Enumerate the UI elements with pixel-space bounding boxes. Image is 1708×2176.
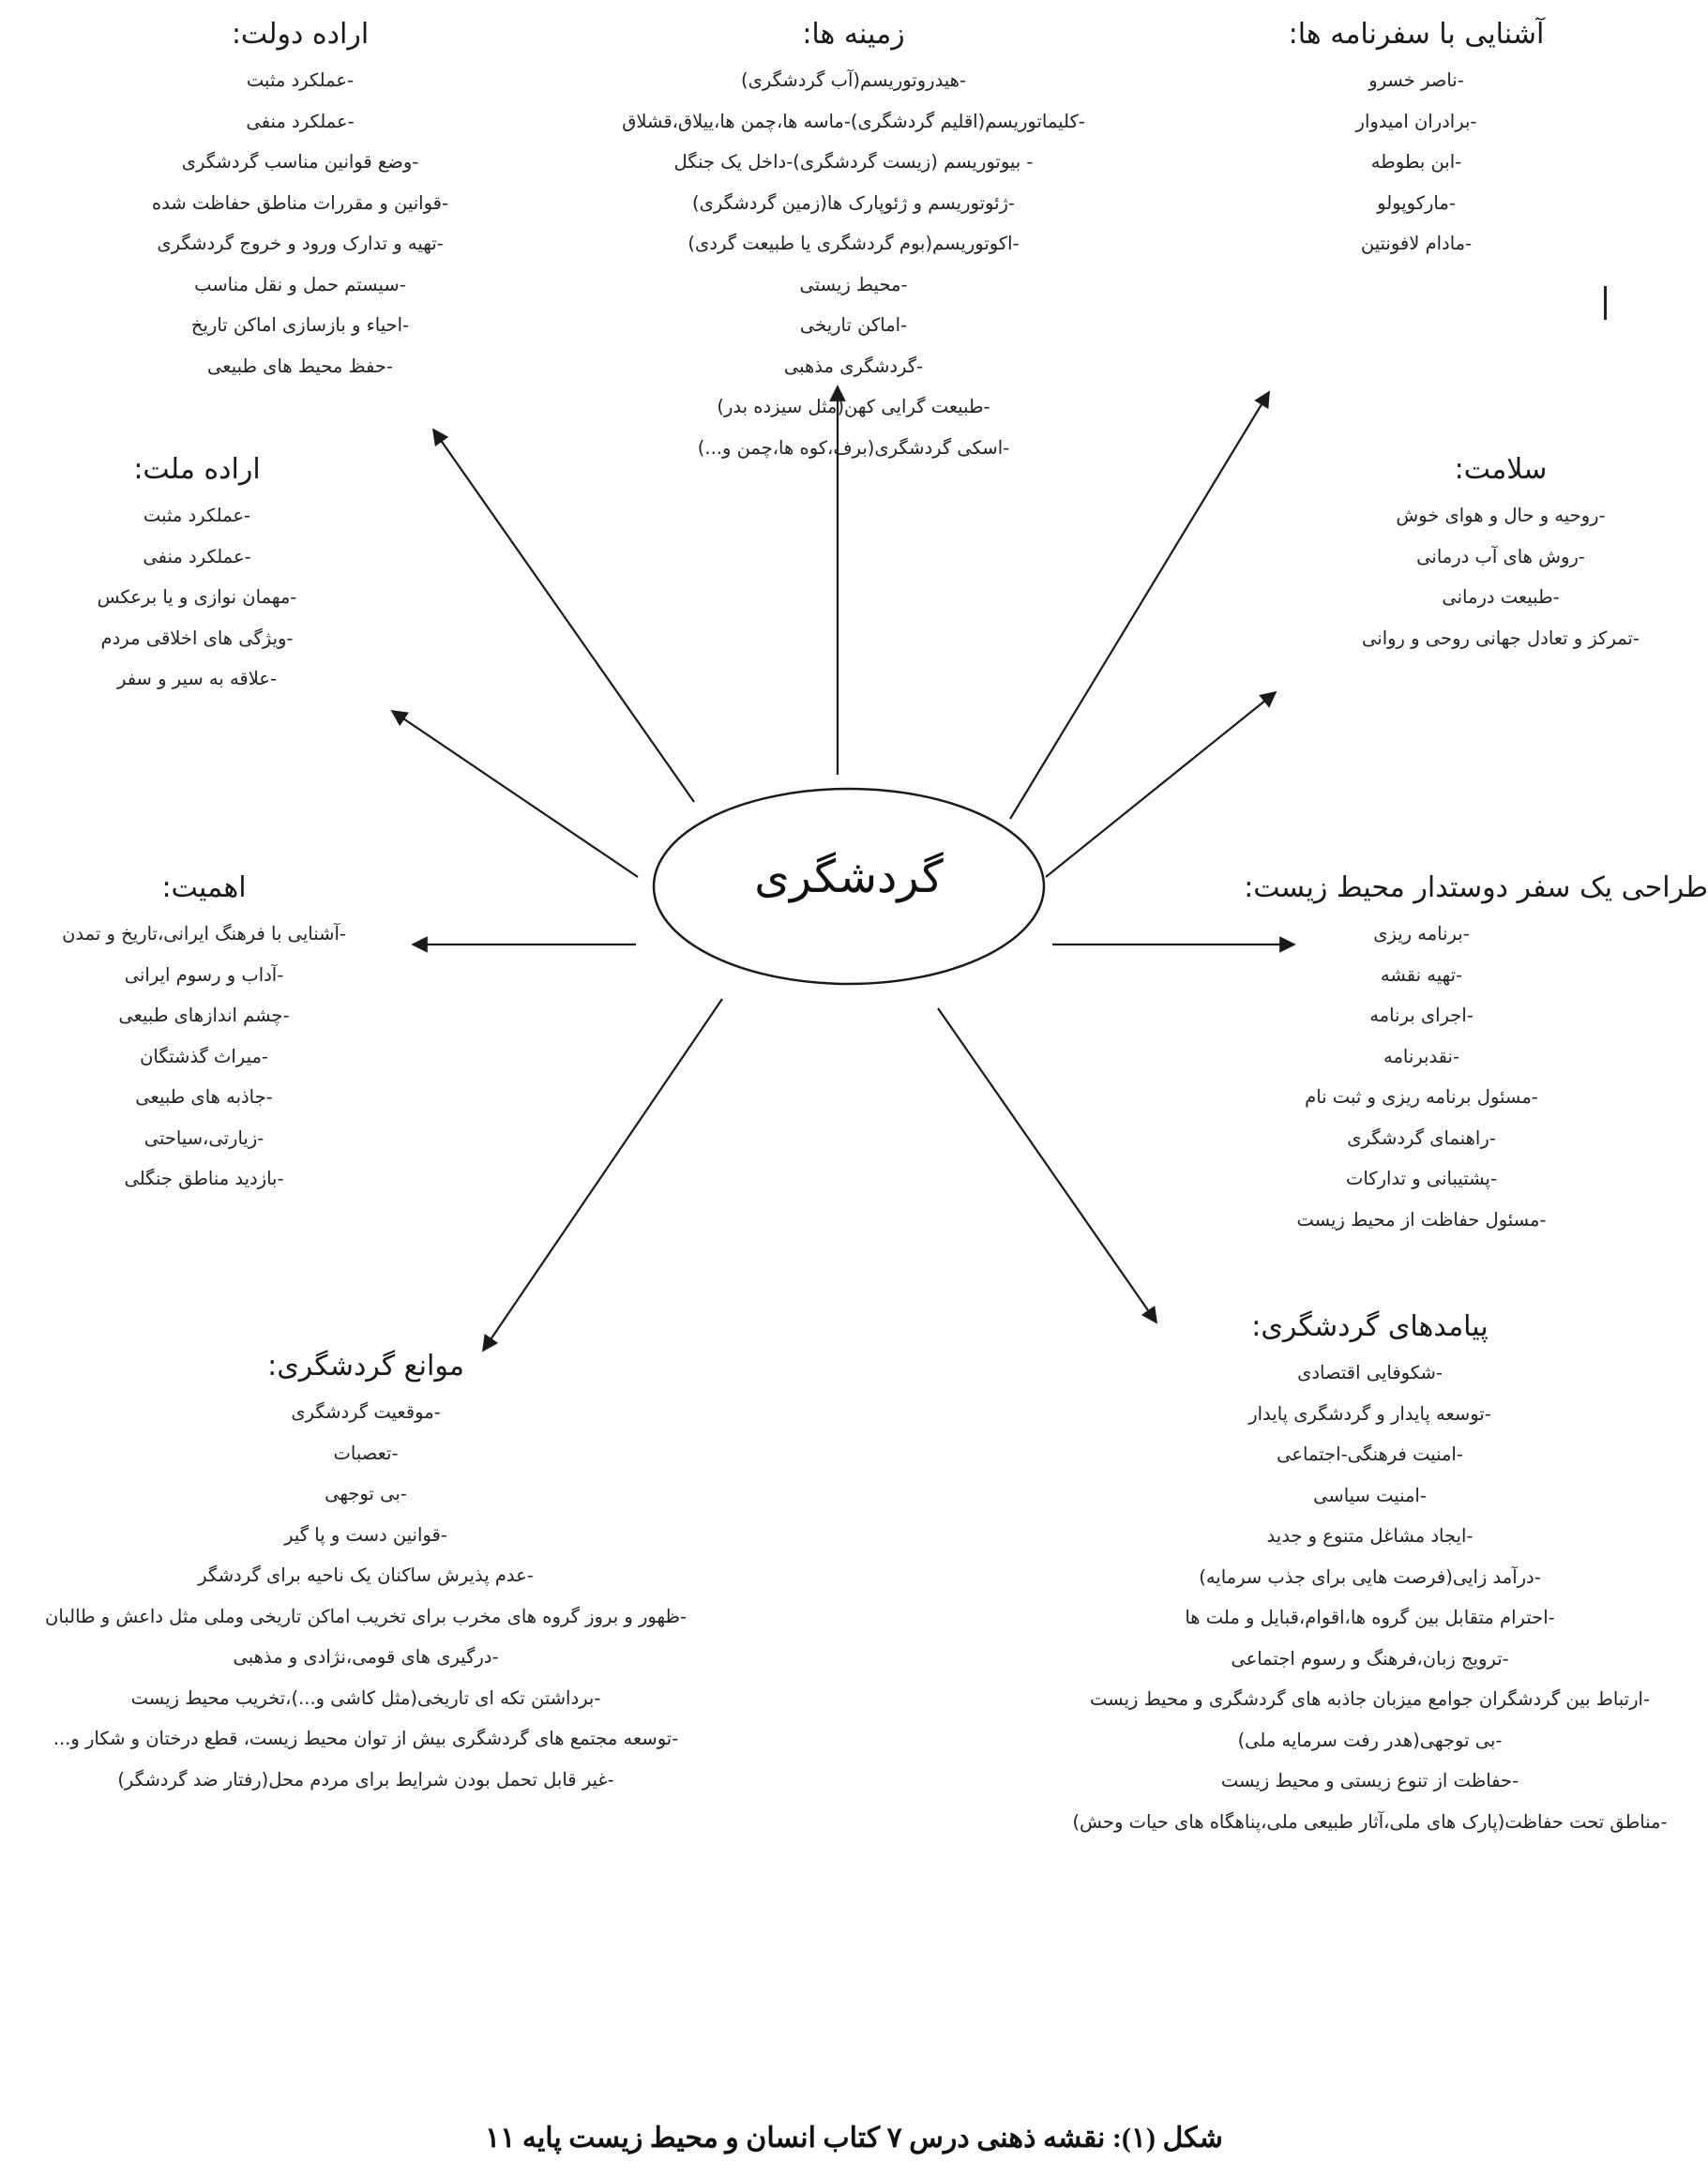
branch-item: -اسکی گردشگری(برف،کوه ها،چمن و...): [697, 436, 1010, 459]
branch-item: -مادام لافونتین: [1360, 233, 1473, 254]
arrow-to-payamadha: [938, 1008, 1156, 1322]
branch-title: موانع گردشگری:: [267, 1350, 464, 1383]
branch-safarname: [1247, 13, 1585, 264]
branch-erade-mellat: [47, 448, 347, 700]
center-node-label: گردشگری: [754, 851, 944, 903]
branch-item: -عملکرد منفی: [246, 110, 355, 132]
branch-item: -درگیری های قومی،نژادی و مذهبی: [233, 1646, 499, 1668]
branch-item: -روش های آب درمانی: [1416, 545, 1585, 567]
branch-item: -ناصر خسرو: [1368, 69, 1464, 91]
branch-item: -هیدروتوریسم(آب گردشگری): [740, 69, 967, 91]
branch-item: -طبیعت گرایی کهن(مثل سیزده بدر): [717, 396, 990, 417]
branch-tarrahi: [1135, 867, 1708, 1240]
branch-item: -مارکوپولو: [1377, 191, 1456, 214]
branch-item: -ظهور و بروز گروه های مخرب برای تخریب اماکن تاریخی وملی مثل داعش و طالبان: [45, 1605, 687, 1627]
branch-item: -بی توجهی: [325, 1483, 407, 1504]
branch-item: -عدم پذیرش ساکنان یک ناحیه برای گردشگر: [198, 1564, 534, 1586]
branch-item: -بازدید مناطق جنگلی: [124, 1168, 284, 1189]
branch-item: -جاذبه های طبیعی: [135, 1086, 273, 1108]
branch-item: -ابن بطوطه: [1370, 151, 1462, 173]
arrow-to-mavane: [483, 999, 722, 1351]
branch-item: -راهنمای گردشگری: [1347, 1126, 1496, 1149]
branch-title: اراده دولت:: [231, 18, 370, 51]
stray-vertical-mark: [1604, 286, 1607, 320]
branch-title: اراده ملت:: [133, 453, 261, 486]
branch-item: -تمرکز و تعادل جهانی روحی و روانی: [1362, 627, 1640, 649]
branch-item: -مهمان نوازی و یا برعکس: [97, 586, 297, 608]
figure-caption: شکل (۱): نقشه ذهنی درس ۷ کتاب انسان و محیط زیست پایه ۱۱: [485, 2123, 1223, 2153]
branch-item: -آداب و رسوم ایرانی: [124, 963, 284, 986]
branch-item: -میراث گذشتگان: [140, 1045, 268, 1067]
branch-item: -تعصبات: [333, 1442, 399, 1464]
branch-item: -علاقه به سیر و سفر: [116, 668, 278, 689]
branch-item: -بی توجهی(هدر رفت سرمایه ملی): [1237, 1729, 1503, 1751]
branch-item: -شکوفایی اقتصادی: [1297, 1362, 1443, 1383]
branch-title: طراحی یک سفر دوستدار محیط زیست:: [1244, 871, 1708, 904]
branch-item: -برنامه ریزی: [1373, 923, 1470, 944]
branch-item: -تهیه نقشه: [1380, 963, 1463, 986]
branch-item: -مسئول برنامه ریزی و ثبت نام: [1305, 1086, 1538, 1108]
branch-item: -آشنایی با فرهنگ ایرانی،تاریخ و تمدن: [62, 923, 346, 944]
branch-item: -زیارتی،سیاحتی: [144, 1126, 265, 1149]
branch-item: -ارتباط بین گردشگران جوامع میزبان جاذبه های گردشگری و محیط زیست: [1090, 1688, 1650, 1710]
branch-item: -ایجاد مشاغل متنوع و جدید: [1266, 1525, 1474, 1547]
branch-item: -غیر قابل تحمل بودن شرایط برای مردم محل(رفتار ضد گردشگر): [117, 1768, 614, 1791]
branch-mavane: [9, 1345, 722, 1800]
branch-title: اهمیت:: [161, 871, 247, 904]
branch-item: -برداشتن تکه ای تاریخی(مثل کاشی و...)،تخریب محیط زیست: [130, 1686, 601, 1709]
branch-item: -ژئوتوریسم و ژئوپارک ها(زمین گردشگری): [692, 191, 1015, 214]
branch-title: سلامت:: [1454, 453, 1548, 486]
branch-item: -احیاء و بازسازی اماکن تاریخ: [190, 314, 410, 336]
branch-item: -مسئول حفاظت از محیط زیست: [1296, 1208, 1547, 1231]
branch-item: -حفظ محیط های طبیعی: [207, 355, 393, 377]
branch-item: -گردشگری مذهبی: [783, 355, 924, 377]
branch-item: -عملکرد مثبت: [246, 69, 355, 91]
branch-item: -احترام متقابل بین گروه ها،اقوام،قبایل و ملت ها: [1185, 1607, 1555, 1628]
branch-item: -عملکرد مثبت: [143, 505, 251, 526]
branch-title: پیامدهای گردشگری:: [1251, 1310, 1489, 1343]
branch-item: -روحیه و حال و هوای خوش: [1396, 505, 1606, 526]
branch-item: -توسعه پایدار و گردشگری پایدار: [1248, 1402, 1491, 1425]
branch-item: -قوانین و مقررات مناطق حفاظت شده: [151, 191, 449, 214]
branch-item: -ویژگی های اخلاقی مردم: [100, 627, 294, 649]
arrow-to-erade-mellat: [392, 711, 638, 877]
branch-item: -محیط زیستی: [799, 273, 908, 295]
branch-item: -حفاظت از تنوع زیستی و محیط زیست: [1220, 1770, 1519, 1791]
branch-ahamiat: [0, 867, 408, 1200]
branch-item: -نقدبرنامه: [1383, 1045, 1460, 1067]
branch-title: زمینه ها:: [802, 18, 905, 51]
branch-title: آشنایی با سفرنامه ها:: [1288, 18, 1545, 51]
arrow-to-salamat: [1046, 692, 1276, 877]
branch-item: -طبیعت درمانی: [1442, 586, 1560, 608]
branch-zamineha: [600, 13, 1107, 468]
branch-item: -توسعه مجتمع های گردشگری بیش از توان محیط زیست، قطع درختان و شکار و...: [53, 1728, 679, 1749]
branch-item: -امنیت سیاسی: [1313, 1484, 1427, 1506]
branch-item: -مناطق تحت حفاظت(پارک های ملی،آثار طبیعی ملی،پناهگاه های حیات وحش): [1072, 1810, 1668, 1833]
branch-item: -تهیه و تدارک ورود و خروج گردشگری: [157, 233, 444, 254]
branch-salamat: [1294, 448, 1707, 658]
branch-item: -پشتیبانی و تدارکات: [1345, 1168, 1498, 1189]
branch-item: -وضع قوانین مناسب گردشگری: [181, 151, 419, 173]
branch-item: -ترویج زبان،فرهنگ و رسوم اجتماعی: [1231, 1647, 1509, 1670]
branch-item: -کلیماتوریسم(اقلیم گردشگری)-ماسه ها،چمن ها،ییلاق،قشلاق: [622, 110, 1085, 132]
branch-item: -سیستم حمل و نقل مناسب: [194, 273, 406, 295]
branch-item: -اکوتوریسم(بوم گردشگری یا طبیعت گردی): [688, 233, 1020, 254]
branch-item: -برادران امیدوار: [1355, 110, 1477, 132]
branch-item: -اماکن تاریخی: [799, 314, 908, 336]
branch-item: -عملکرد منفی: [143, 545, 251, 567]
branch-item: -امنیت فرهنگی-اجتماعی: [1277, 1443, 1463, 1465]
branch-payamadha: [1032, 1306, 1708, 1842]
branch-item: -موقعیت گردشگری: [291, 1401, 441, 1423]
branch-item: -اجرای برنامه: [1369, 1005, 1474, 1026]
branch-item: -چشم اندازهای طبیعی: [118, 1005, 290, 1026]
branch-erade-dolat: [94, 13, 506, 386]
arrow-to-erade-dolat: [433, 430, 694, 802]
branch-item: -درآمد زایی(فرصت هایی برای جذب سرمایه): [1199, 1565, 1541, 1588]
branch-item: - بیوتوریسم (زیست گردشگری)-داخل یک جنگل: [673, 151, 1034, 173]
branch-item: -قوانین دست و پا گیر: [284, 1523, 447, 1546]
